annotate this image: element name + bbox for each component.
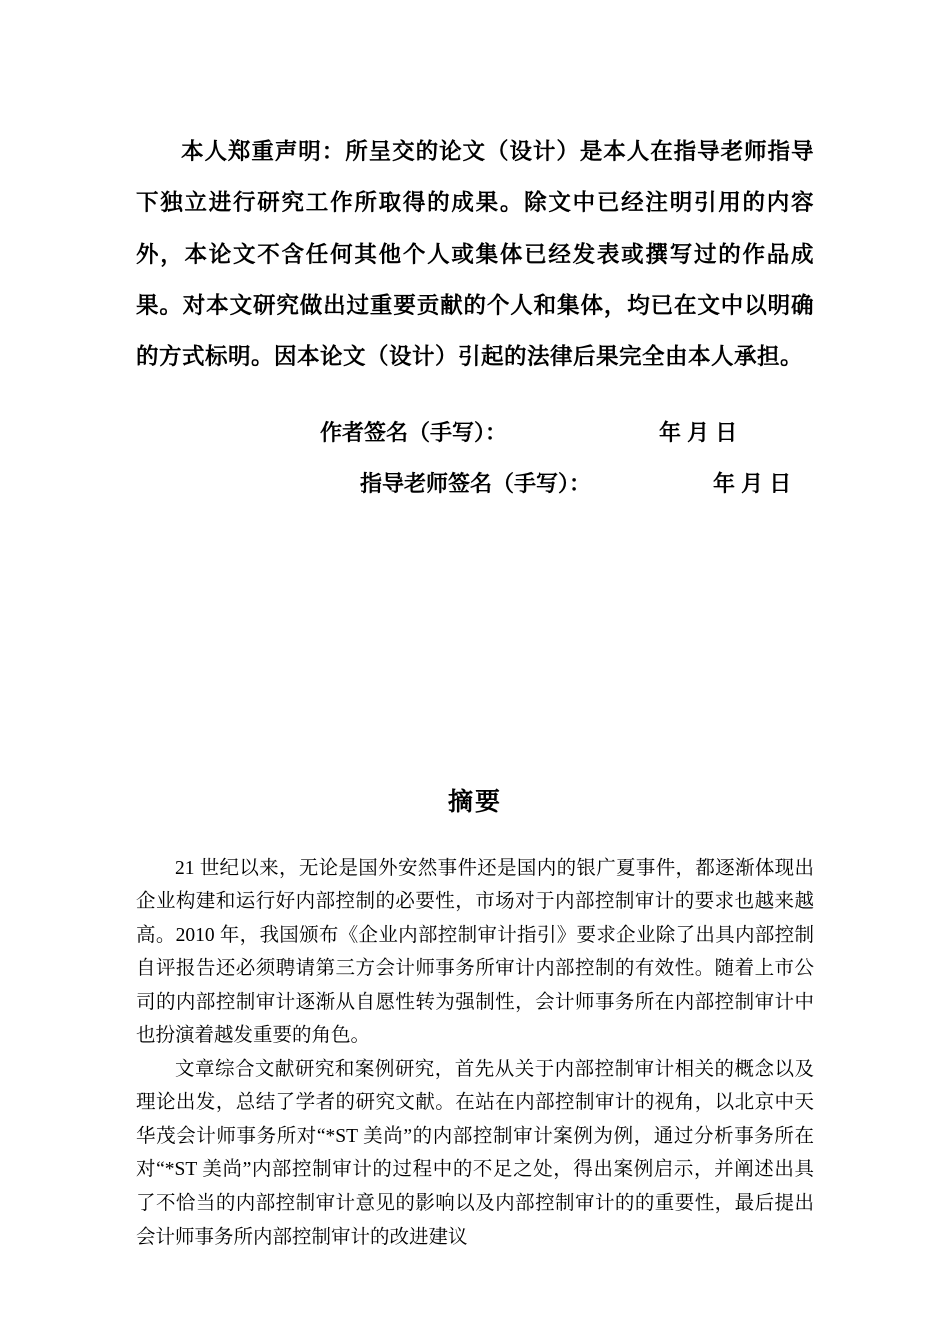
supervisor-signature-label: 指导老师签名（手写）：	[360, 471, 592, 497]
author-signature-date: 年 月 日	[659, 420, 738, 446]
author-signature-label: 作者签名（手写）：	[320, 420, 508, 446]
signature-block	[136, 408, 814, 509]
abstract-paragraph-2: 文章综合文献研究和案例研究，首先从关于内部控制审计相关的概念以及理论出发，总结了学者的研究文献。在站在内部控制审计的视角，以北京中天华茂会计师事务所对“*ST 美尚”的内部控制审计案例为例，通过分析事务所在对“*ST 美尚”内部控制审计的过程中的不足之处，得出案例启示，并阐述出具了不恰当的内部控制审计意见的影响以及内部控制审计的的重要性，最后提出会计师事务所内部控制审计的改进建议	[136, 1058, 814, 1248]
supervisor-signature-line	[136, 459, 814, 510]
author-signature-line	[136, 408, 814, 459]
abstract-body	[136, 852, 814, 1254]
abstract-paragraph-1: 21 世纪以来，无论是国外安然事件还是国内的银广夏事件，都逐渐体现出企业构建和运行好内部控制的必要性，市场对于内部控制审计的要求也越来越高。2010 年，我国颁布《企业内部控制审计指引》要求企业除了出具内部控制自评报告还必须聘请第三方会计师事务所审计内部控制的有效性。随着上市公司的内部控制审计逐渐从自愿性转为强制性，会计师事务所在内部控制审计中也扮演着越发重要的角色。	[136, 857, 814, 1047]
declaration-paragraph: 本人郑重声明：所呈交的论文（设计）是本人在指导老师指导下独立进行研究工作所取得的成果。除文中已经注明引用的内容外，本论文不含任何其他个人或集体已经发表或撰写过的作品成果。对本文研究做出过重要贡献的个人和集体，均已在文中以明确的方式标明。因本论文（设计）引起的法律后果完全由本人承担。	[136, 139, 814, 370]
abstract-title: 摘要	[447, 787, 502, 816]
supervisor-signature-date: 年 月 日	[713, 471, 792, 497]
